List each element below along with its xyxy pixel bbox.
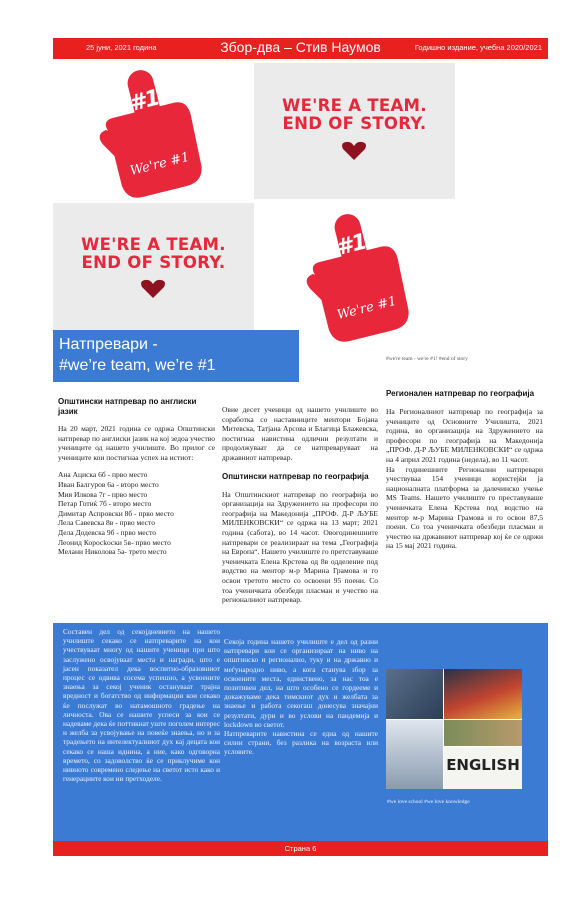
- slogan-line-1: WE'RE A TEAM.: [282, 96, 427, 115]
- article-intro: На 20 март, 2021 година се одржа Општински натпревар по англиски јазик на кој зедоа учество учениците од нашето училиште. Во прилог се учениците кои постигнаа успех на истиот:: [58, 424, 215, 462]
- result-item: Дела Додевска 9б - прво место: [58, 527, 157, 537]
- blue-info-panel: [53, 623, 548, 841]
- geography-municipal-article: [222, 405, 378, 605]
- kids-photo: [444, 669, 522, 719]
- foam-finger-icon: [53, 63, 254, 199]
- panel-column-2: [224, 637, 378, 757]
- svg-text:#1: #1: [334, 229, 370, 261]
- article-paragraph: На Регионалниот натпревар по географија за учениците од Основните Училишта, 2021 година, во организација на Здружението на професори по географија на Македонија „ПРОФ. Д-Р ЉУБЕ МИЛЕНКОВСКИ“ се одржа на 4 април 2021 година (недела), во 11 часот.: [386, 407, 543, 464]
- result-item: Мелани Николова 5а- трето место: [58, 547, 167, 557]
- heart-icon: [341, 141, 367, 161]
- image-caption: #we're team - we're #1! #end of story: [386, 356, 468, 362]
- slogan-line-2: END OF STORY.: [282, 114, 427, 133]
- foam-finger-image-2: [254, 203, 455, 345]
- panel-column-1: Составен дел од секојдневието на нашето училиште секако се натпреварите на кои учествуваат многу од нашите ученици при што заслужено освојуваат места и награди, што е јасен показател дека воспитно-образовниот процес се одвива сосема успешно, а усвоените знаења за секој ученик остануваат трајна вредност и богатство од информации кои секако ќе послужат во натамошното градење на личноста. Ова се нашите успеси за кои се надеваме дека ќе поттикнат уште поголем интерес и желба за усвојување на повеќе знаења, но и за традењето на интелектуалниот дух кај децата кои секако се наша иднина, а ние, како одговорна времето, со задоволство ќе се приклучиме кон нивното совремeно следење на светот исто како и генерациите кои ни претходеле.: [63, 627, 220, 784]
- banner-line-2: #we’re team, we’re #1: [59, 357, 216, 374]
- books-photo: [386, 669, 443, 719]
- foam-finger-image-1: [53, 63, 254, 199]
- edition-label: Годишно издание, учебна 2020/2021: [414, 43, 542, 52]
- result-item: Иван Балгуров 6а - второ место: [58, 479, 159, 489]
- english-word: ENGLISH: [446, 756, 520, 774]
- panel-paragraph: Натпреварите навистина се една од нашите силни страни, без разлика на возраста или условите.: [224, 729, 378, 757]
- team-slogan-image-2: [53, 203, 254, 330]
- geography-regional-article: [386, 389, 543, 551]
- slogan-line-2: END OF STORY.: [81, 253, 226, 272]
- result-item: Ана Ациска 6б - прво место: [58, 470, 148, 480]
- article-paragraph: На годинешните Регионални натпревари учествуваа 154 ученици користејќи ја националната платформа за далечинско учење MS Teams. Нашето училиште го преставуваше ученичката Елена Крстева под водство на ментор м-р Марина Грамова и го освои 87,5 поени. Со тоа ученичката обезбеди пласман и учество на државниот натпревар кој ќе се одржи на 15 мај 2021 година.: [386, 464, 543, 551]
- article-heading: Општински натпревар по англиски јазик: [58, 397, 197, 416]
- result-item: Петар Готиќ 7б - второ место: [58, 499, 152, 509]
- page-number: Страна 6: [284, 844, 317, 853]
- foam-finger-icon: [254, 203, 455, 345]
- section-banner: [53, 330, 299, 382]
- school-photo-collage: [386, 669, 522, 789]
- heart-icon: [140, 279, 166, 299]
- panel-paragraph: Секоја година нашето училиште е дел од разни натпревари кои се организираат на ниво на општинско и регионално, туку и на државно и меѓународно ниво, а кога станува збор за освоените места, единствено, за нас тоа е позитивен дел, на што особено се гордееме и докажуваме дека тимскиот дух и желбата за знаење и работа секогаш донесува значајни резултати, дури и во услови на пандемија и lockdown во светот.: [224, 637, 378, 729]
- photo-caption: #we love school #we love knowledge: [387, 799, 470, 805]
- globe-photo: [444, 720, 522, 746]
- article-body: На Општинскиот натпревар по географија во организација на Здружението на професори по географија на Македонија „ПРОФ. Д-Р ЉУБЕ МИЛЕНКОВСКИ“ се одржа на 13 март; 2021 година (сабота), во 14 часот. Овогодинешните натпревари се реализираат на тема „Географија на Европа“. Нашето училиште го претставуваше ученичката Елена Крстева од 8в одделение под водство на ментор м-р Марина Грамова и го освои третото место со освоени 95 поени. Со тоа ученичката обезбеди пласман и учество на регионалниот натпревар.: [222, 489, 378, 605]
- svg-text:We're #1: We're #1: [335, 293, 399, 324]
- results-list: [58, 470, 215, 556]
- result-item: Мия Илкова 7г - прво место: [58, 489, 148, 499]
- page-header: [53, 38, 548, 59]
- slogan-line-1: WE'RE A TEAM.: [81, 235, 226, 254]
- issue-date: 25 јуни, 2021 година: [86, 43, 157, 52]
- english-sign-photo: [444, 747, 522, 789]
- newsletter-title: Збор-два – Стив Наумов: [220, 39, 381, 55]
- science-photo: [386, 720, 443, 789]
- article-heading: Регионален натпревар по географија: [386, 389, 535, 398]
- banner-line-1: Натпревари -: [59, 336, 158, 353]
- result-item: Димитар Аспровски 8б - прво место: [58, 508, 174, 518]
- svg-text:#1: #1: [127, 85, 163, 117]
- english-competition-article: [58, 397, 215, 557]
- page-footer: [53, 841, 548, 856]
- result-item: Леонид Коросkоски 5в- прво место: [58, 537, 171, 547]
- article-heading: Општински натпревар по географија: [222, 471, 369, 481]
- team-slogan-image-1: [254, 63, 455, 199]
- article-continuation: Овие десет ученици од нашето училиште во соработка со наставниците ментори Бојана Митевска, Татјана Арсова и Благица Блажевска, постигнаа навистина одлични резултати и продолжуваат да се натпреваруваат на државниот натпревар.: [222, 405, 378, 462]
- svg-text:We're #1: We're #1: [128, 149, 192, 180]
- result-item: Лела Савевска 8в - прво место: [58, 518, 155, 528]
